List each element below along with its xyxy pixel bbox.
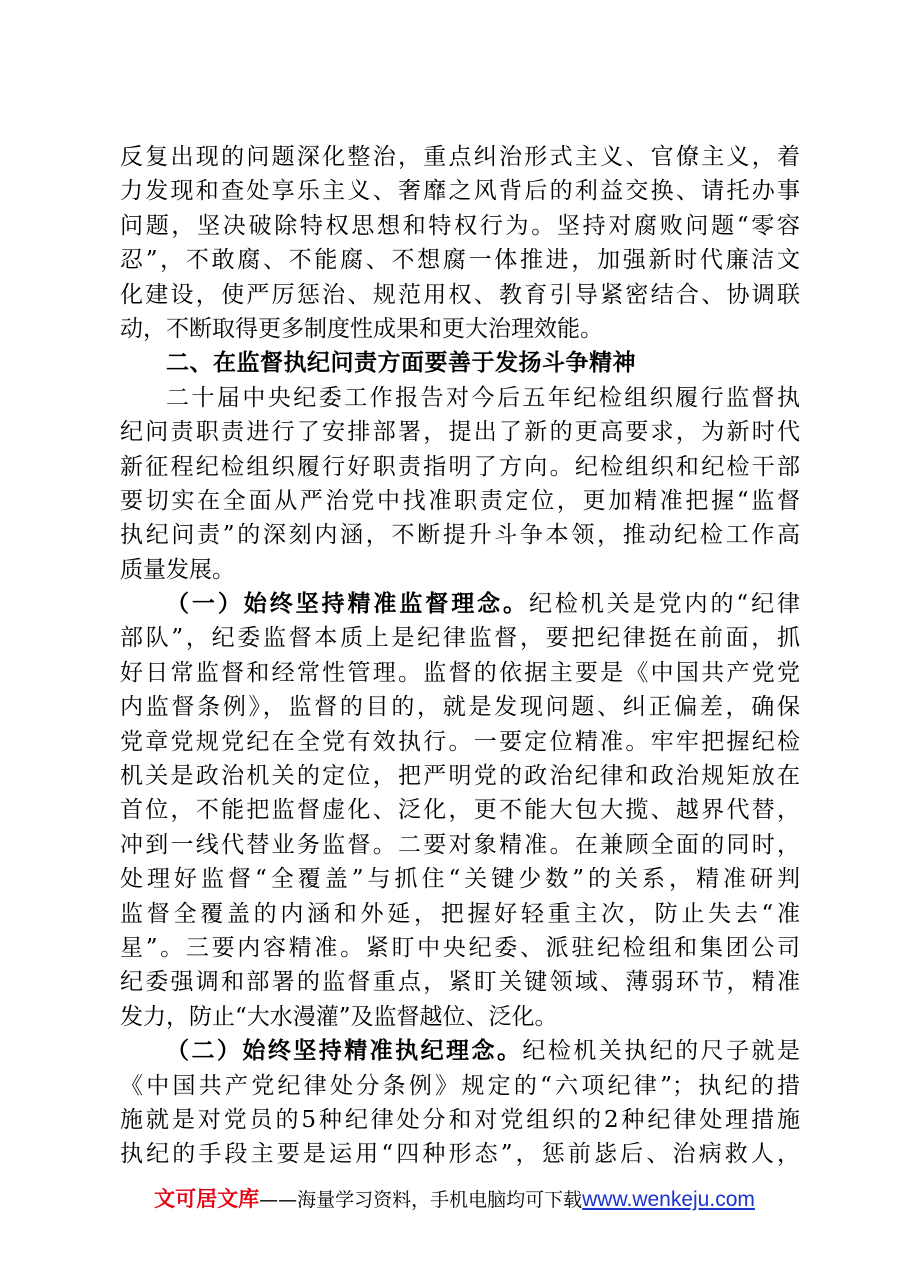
text-line: 首位，不能把监督虚化、泛化，更不能大包大揽、越界代替，	[120, 797, 800, 824]
text-line: 党章党规党纪在全党有效执行。一要定位精准。牢牢把握纪检	[120, 728, 800, 755]
text-line: 新征程纪检组织履行好职责指明了方向。纪检组织和纪检干部	[120, 453, 800, 480]
section-heading: 二、在监督执纪问责方面要善于发扬斗争精神	[166, 350, 636, 377]
paragraph-4	[120, 1034, 800, 1172]
subsection-heading: （一）始终坚持精准监督理念。	[166, 591, 529, 618]
text-line: 执纪问责”的深刻内涵，不断提升斗争本领，推动纪检工作高	[120, 522, 800, 549]
text-line: 动，不断取得更多制度性成果和更大治理效能。	[120, 315, 603, 342]
text-line: 监督全覆盖的内涵和外延，把握好轻重主次，防止失去“准	[120, 900, 800, 927]
paragraph-3	[120, 587, 800, 1034]
text-line: 施就是对党员的5种纪律处分和对党组织的2种纪律处理措施	[120, 1106, 800, 1133]
text-run: 纪检机关是党内的“纪律	[528, 591, 801, 618]
subsection-heading: （二）始终坚持精准执纪理念。	[166, 1038, 523, 1065]
text-line: 机关是政治机关的定位，把严明党的政治纪律和政治规矩放在	[120, 763, 800, 790]
text-line	[120, 1034, 800, 1068]
footer-tagline: ——海量学习资料，手机电脑均可下载	[259, 1189, 583, 1211]
text-line: 纪委强调和部署的监督重点，紧盯关键领域、薄弱环节，精准	[120, 969, 800, 996]
text-line: 发力，防止“大水漫灌”及监督越位、泛化。	[120, 1003, 558, 1030]
text-line: 忍”，不敢腐、不能腐、不想腐一体推进，加强新时代廉洁文	[120, 247, 800, 274]
text-line: 要切实在全面从严治党中找准职责定位，更加精准把握“监督	[120, 487, 800, 514]
footer-link[interactable]: www.wenkeju.com	[582, 1188, 755, 1211]
text-line: 执纪的手段主要是运用“四种形态”，惩前毖后、治病救人，	[120, 1141, 800, 1168]
text-line: 质量发展。	[120, 556, 235, 583]
text-line: 内监督条例》，监督的目的，就是发现问题、纠正偏差，确保	[120, 694, 800, 721]
text-line: 处理好监督“全覆盖”与抓住“关键少数”的关系，精准研判	[120, 866, 800, 893]
text-line: 二十届中央纪委工作报告对今后五年纪检组织履行监督执	[166, 384, 800, 411]
text-line: 问题，坚决破除特权思想和特权行为。坚持对腐败问题“零容	[120, 212, 800, 239]
text-line: 《中国共产党纪律处分条例》规定的“六项纪律”；执纪的措	[120, 1072, 800, 1099]
paragraph-1	[120, 140, 800, 346]
text-line: 纪问责职责进行了安排部署，提出了新的更高要求，为新时代	[120, 419, 800, 446]
footer-brand: 文可居文库	[154, 1187, 260, 1211]
text-run: 纪检机关执纪的尺子就是	[522, 1038, 801, 1065]
text-line: 好日常监督和经常性管理。监督的依据主要是《中国共产党党	[120, 659, 800, 686]
text-line	[120, 587, 800, 621]
text-line: 化建设，使严厉惩治、规范用权、教育引导紧密结合、协调联	[120, 281, 800, 308]
text-line: 冲到一线代替业务监督。二要对象精准。在兼顾全面的同时，	[120, 831, 800, 858]
document-body	[120, 140, 800, 1172]
text-line: 部队”，纪委监督本质上是纪律监督，要把纪律挺在前面，抓	[120, 625, 800, 652]
text-line: 反复出现的问题深化整治，重点纠治形式主义、官僚主义，着	[120, 144, 800, 170]
footer-banner	[0, 1183, 909, 1213]
paragraph-2	[120, 381, 800, 587]
text-line: 力发现和查处享乐主义、奢靡之风背后的利益交换、请托办事	[120, 178, 800, 205]
text-line: 星”。三要内容精准。紧盯中央纪委、派驻纪检组和集团公司	[120, 934, 800, 961]
